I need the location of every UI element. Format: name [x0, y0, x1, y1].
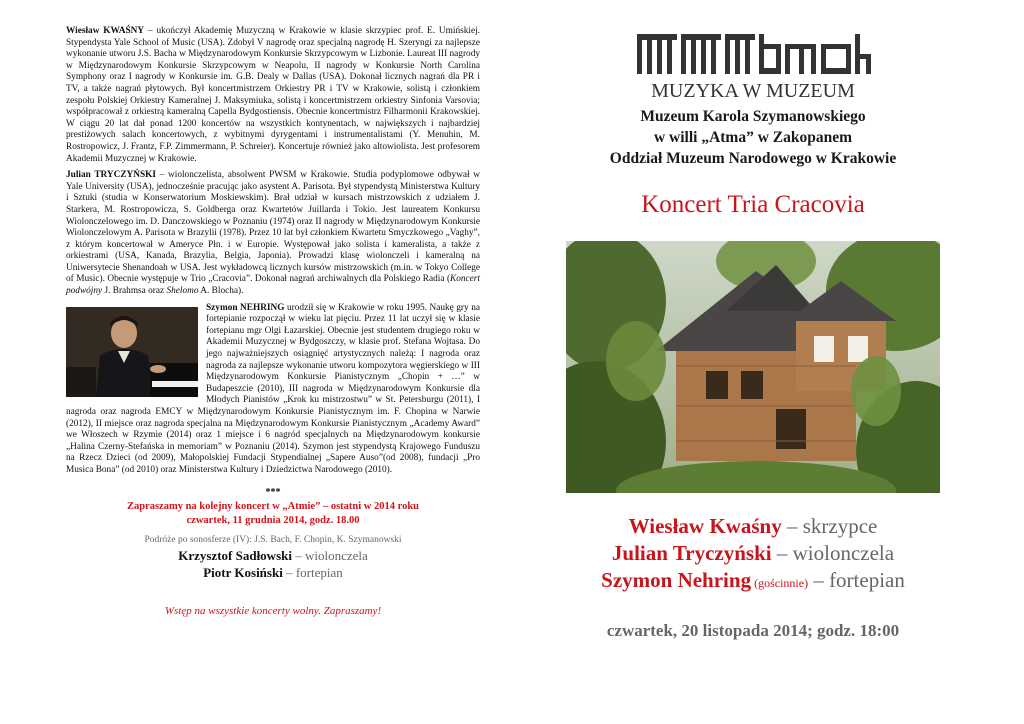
next-concert-line1: Zapraszamy na kolejny koncert w „Atmie” – ostatni w 2014 roku — [126, 500, 420, 512]
performer-name: Krzysztof Sadłowski — [178, 547, 292, 563]
artist-name: Julian Tryczyński — [611, 541, 772, 565]
separator: *** — [265, 486, 281, 498]
bio-text: – ukończył Akademię Muzyczną w Krakowie w klasie skrzypiec prof. E. Umińskiej. Stypendysta Yale School of Music (USA). Zdobył V nagrodę oraz specjalną nagrodę H. Szeryngi za najlepsze wykonanie utworu J.S. Bacha w Międzynarodowym Konkursie Skrzypcowym w Lizbonie. Laureat III nagrody w Międzynarodowym Konkursie Skrzypcowym w Neapolu, II nagrody w Konkursie North Carolina Symphony oraz I nagrody w Konkursie im. G.B. Dealy w Dallas (USA). Dokonał licznych nagrań dla PR i TV, a także nagrań płytowych. Był koncertmistrzem Orkiestry PR i TV w Krakowie, solistą i członkiem zespołu Polskiej Orkiestry Kameralnej J. Maksymiuka, solistą i koncertmistrzem orkiestry Sinfonia Varsovia; współpracował z orkiestrą kameralną Capella Bydgostiensis. Obecnie koncertmistrz Filharmonii Krakowskiej. W ciągu 20 lat dał ponad 1200 koncertów na wszystkich kontynentach, w największych i najbardziej prestiżowych salach koncertowych, z wybitnymi dyrygentami i instrumentalistami (Y. Menuhin, M. Rostropowicz, J. Frantz, F.P. Zimmermann, P. Schreier). Koncertuje również jako altowiolista. Jest profesorem Akademii Muzycznej w Krakowie. — [66, 26, 480, 164]
bio-name: Wiesław KWAŚNY — [66, 26, 145, 36]
logo-text: MUZYKA W MUZEUM — [651, 80, 855, 102]
artist-row — [540, 540, 966, 567]
bio-tryczynski — [66, 170, 480, 298]
artist-instrument: – skrzypce — [781, 514, 878, 538]
next-concert-invite — [66, 500, 480, 528]
next-concert-performers — [66, 547, 480, 581]
bio-text: – wiolonczelista, absolwent PWSM w Krakowie. Studia podyplomowe odbywał w Yale University (USA), jednocześnie pracując jako asystent A. Parisota. Był stypendystą Ministerstwa Kultury i Sztuki (studia w Konserwatorium Moskiewskim). Brał udział w kursach mistrzowskich z udziałem J. Starkera, M. Rostropowicza, S. Goldberga oraz Kwartetów Juillarda i Tokio. Jest laureatem Konkursu Wiolonczelowego im. D. Danczowskiego w Poznaniu (1974) oraz II nagrody w Międzynarodowym Konkursie Wiolonczelowym A. Parisota w Brazylii (1978). Przez 10 lat był członkiem Kwartetu Smyczkowego „Vaghy”, z którym koncertował w Ameryce Płn. i w Europie. Występował jako solista i kameralista, a także z orkiestrami (USA, Kanada, Brazylia, Belgia, Japonia). Prowadzi klasę wiolonczeli i kameralną na Uniwersytecie Shenandoah w USA. Jest wykładowcą licznych kursów mistrzowskich (m.in. w Tokyo College of Music). Obecnie występuje w Trio „Cracovia”. Dokonał nagrań archiwalnych dla Polskiego Radia ( — [66, 170, 481, 285]
artist-name: Szymon Nehring — [601, 568, 752, 592]
performer-1 — [66, 547, 480, 564]
artist-row — [540, 567, 966, 597]
mwm-logo — [633, 30, 873, 102]
next-concert-date: czwartek, 11 grudnia 2014, godz. 18.00 — [186, 514, 360, 526]
villa-atma-photo — [566, 241, 940, 493]
pianist-photo — [66, 307, 198, 397]
event-title: Koncert Tria Cracovia — [641, 191, 865, 218]
bio-kwasny — [66, 26, 480, 165]
bio-text: urodził się w Krakowie w roku 1995. Naukę gry na fortepianie rozpoczął w wieku lat pięciu. Przez 11 lat uczył się w klasie fortepianu mgr Olgi Łazarskiej. Obecnie jest studentem drugiego roku w Akademii Muzycznej w Bydgoszczy, w klasie prof. Stefana Wojtasa. Do jego najważniejszych osiągnięć artystycznych należą: I nagroda oraz nagroda za najlepsze wykonanie utworu kompozytora węgierskiego w III Międzynarodowym Konkursie Pianistycznym „Chopin + …” w Budapeszcie (2010), III nagroda w Międzynarodowym Konkursie dla Młodych Pianistów „Krok ku mistrzostwu” w St. Petersburgu (2011), I nagroda oraz nagroda EMCY w Międzynarodowym Konkursie Pianistycznym im. F. Chopina w Narwie (2012), II miejsce oraz nagroda specjalna na Międzynarodowym Konkursie Pianistycznym „Academy Award” we Włoszech w Rzymie (2014) oraz 1 miejsce i 6 nagród specjalnych na Międzynarodowym konkursie „Halina Czerny-Stefańska in memoriam” w Poznaniu (2014). Szymon jest stypendystą Krajowego Funduszu na Rzecz Dzieci (od 2009), Małopolskiej Fundacji Stypendialnej „Sapere Auso”(od 2008), fundacji „Pro Musica Bona” (od 2010) oraz Ministerstwa Kultury i Dziedzictwa Narodowego (2010). — [66, 302, 480, 475]
next-concert-series: Podróże po sonosferze (IV): J.S. Bach, F. Chopin, K. Szymanowski — [144, 534, 402, 545]
bio-name: Szymon NEHRING — [206, 302, 285, 313]
right-column — [540, 30, 966, 641]
bio-text: A. Blocha). — [198, 286, 244, 297]
performer-role: – fortepian — [282, 564, 343, 580]
bio-text: J. Brahmsa oraz — [102, 286, 167, 297]
performer-name: Piotr Kosiński — [203, 564, 283, 580]
museum-line1: Muzeum Karola Szymanowskiego — [640, 108, 866, 125]
artist-row — [540, 513, 966, 540]
artist-instrument: – fortepian — [808, 568, 905, 592]
museum-line3: Oddział Muzeum Narodowego w Krakowie — [609, 150, 897, 167]
museum-line2: w willi „Atma” w Zakopanem — [653, 129, 853, 146]
left-column — [66, 26, 480, 617]
performer-2 — [66, 564, 480, 581]
bio-italic: Shelomo — [166, 286, 199, 297]
performer-role: – wiolonczela — [291, 547, 368, 563]
artist-name: Wiesław Kwaśny — [628, 514, 782, 538]
bio-name: Julian TRYCZYŃSKI — [66, 170, 156, 181]
artists-list — [540, 513, 966, 597]
artist-guest-note: (gościnnie) — [751, 576, 809, 590]
museum-info — [540, 106, 966, 169]
free-entry-note: Wstęp na wszystkie koncerty wolny. Zapraszamy! — [164, 604, 382, 617]
bio-italic: Koncert podwójny — [66, 274, 480, 297]
event-date: czwartek, 20 listopada 2014; godz. 18:00 — [606, 621, 900, 640]
artist-instrument: – wiolonczela — [771, 541, 895, 565]
